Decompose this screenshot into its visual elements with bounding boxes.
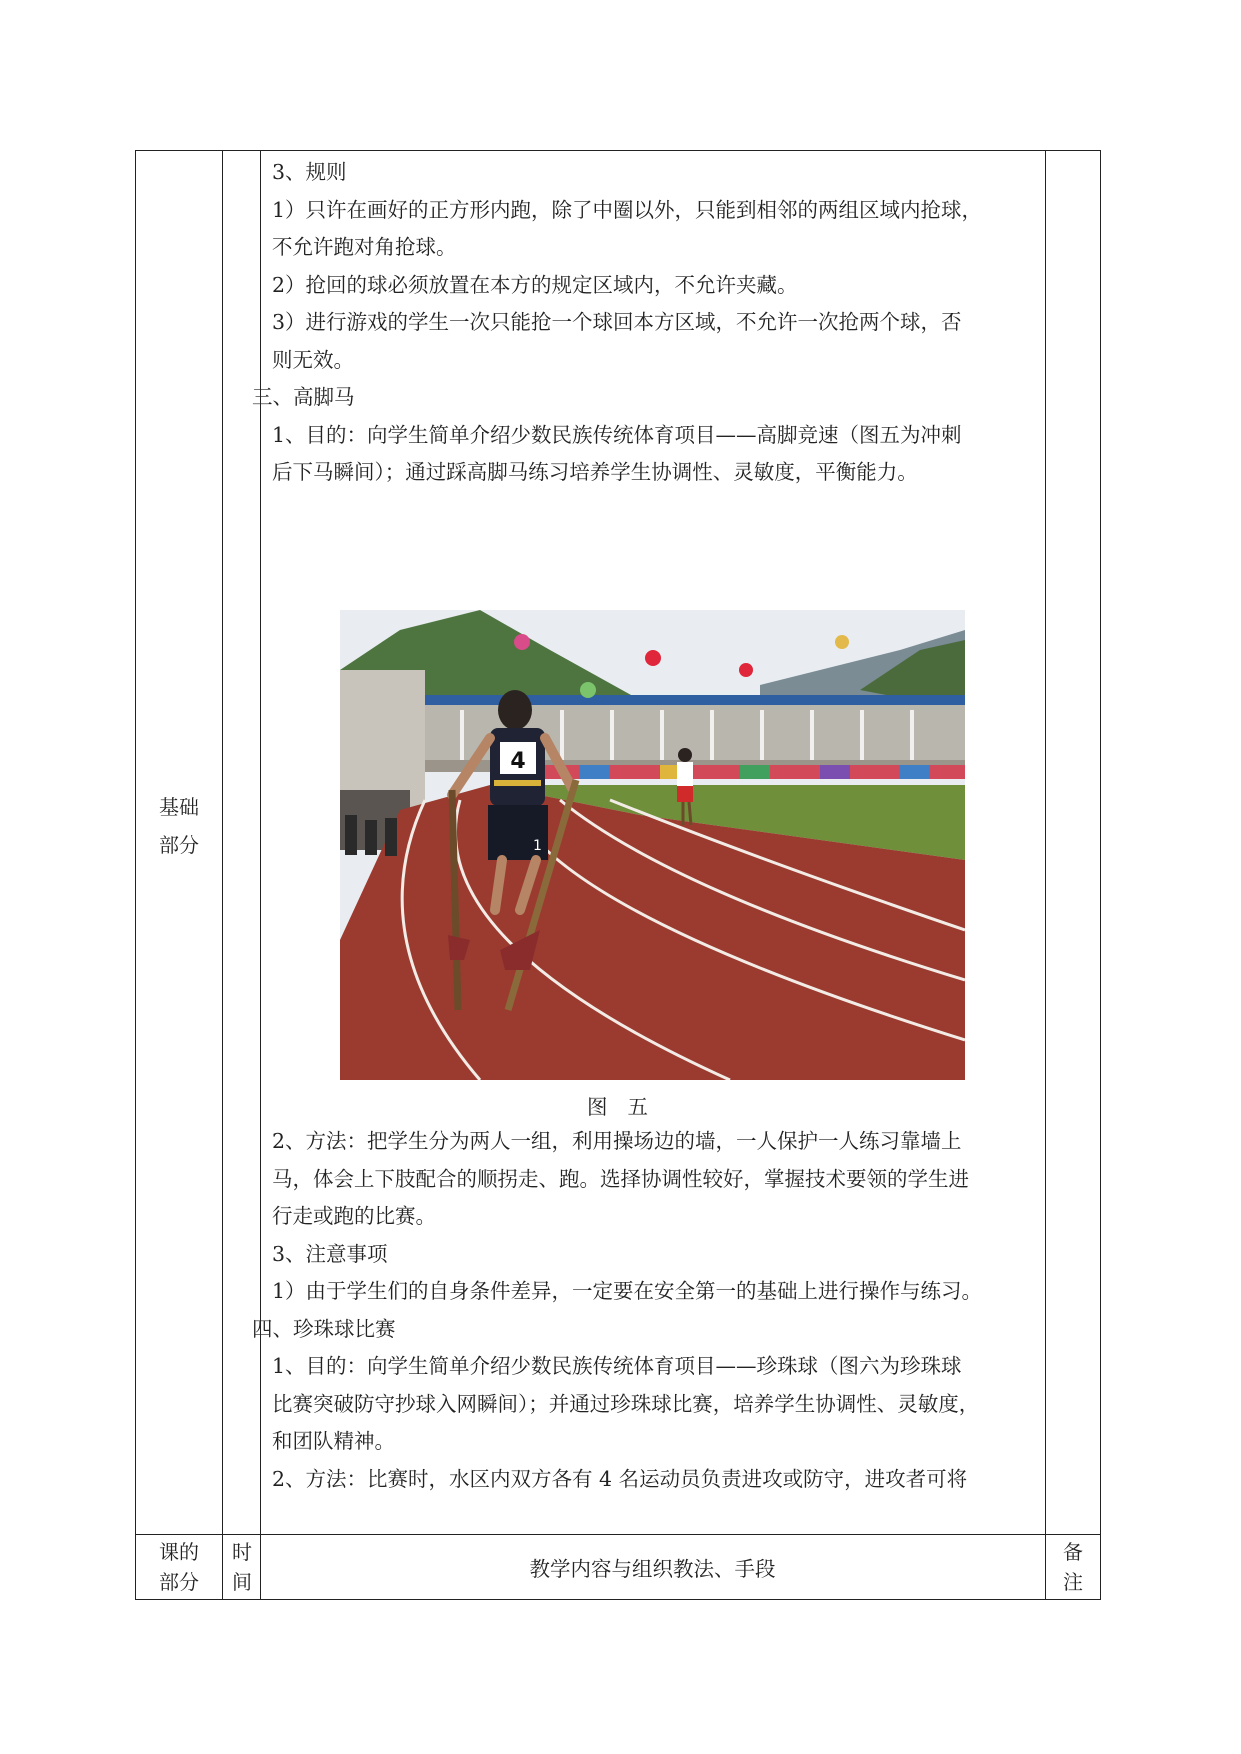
bib-number: 4 [510, 749, 526, 774]
paragraph: 不允许跑对角抢球。 [272, 235, 457, 259]
footer-remarks-line2: 注 [1063, 1570, 1083, 1594]
paragraph: 1）由于学生们的自身条件差异，一定要在安全第一的基础上进行操作与练习。 [272, 1279, 983, 1303]
footer-section-header [150, 1537, 208, 1597]
column-divider [1045, 150, 1046, 1600]
paragraph: 马，体会上下肢配合的顺拐走、跑。选择协调性较好，掌握技术要领的学生进 [272, 1166, 969, 1191]
content-cell [252, 154, 1040, 492]
paragraph: 行走或跑的比赛。 [272, 1204, 436, 1228]
footer-content-header: 教学内容与组织教法、手段 [529, 1557, 776, 1581]
paragraph: 后下马瞬间）；通过踩高脚马练习培养学生协调性、灵敏度，平衡能力。 [272, 460, 918, 484]
paragraph: 和团队精神。 [272, 1429, 395, 1453]
paragraph: 2、方法：比赛时，水区内双方各有 4 名运动员负责进攻或防守，进攻者可将 [272, 1466, 968, 1491]
section-label-line2: 部分 [159, 833, 199, 857]
paragraph: 则无效。 [272, 347, 354, 372]
column-divider [222, 150, 223, 1600]
stilt-race-photo [340, 610, 965, 1080]
paragraph: 1）只许在画好的正方形内跑，除了中圈以外，只能到相邻的两组区域内抢球， [272, 197, 983, 222]
notes-heading: 3、注意事项 [272, 1241, 388, 1266]
footer-time-header [226, 1537, 258, 1597]
paragraph: 1、目的：向学生简单介绍少数民族传统体育项目——珍珠球（图六为珍珠球 [272, 1354, 962, 1378]
section-heading-pearl-ball: 四、珍珠球比赛 [252, 1316, 396, 1341]
footer-section-line2: 部分 [159, 1570, 199, 1594]
rules-heading: 3、规则 [272, 160, 347, 184]
shorts-number: 1 [533, 838, 542, 854]
paragraph: 2、方法：把学生分为两人一组，利用操场边的墙，一人保护一人练习靠墙上 [272, 1129, 962, 1153]
footer-remarks-line1: 备 [1063, 1540, 1083, 1564]
footer-remarks-header [1052, 1537, 1094, 1597]
section-heading-stilts: 三、高脚马 [252, 385, 355, 409]
footer-section-line1: 课的 [159, 1540, 199, 1564]
section-label-line1: 基础 [159, 795, 199, 819]
paragraph: 3）进行游戏的学生一次只能抢一个球回本方区域，不允许一次抢两个球，否 [272, 310, 962, 334]
column-divider [260, 150, 261, 1600]
paragraph: 比赛突破防守抄球入网瞬间）；并通过珍珠球比赛，培养学生协调性、灵敏度， [272, 1391, 980, 1416]
row-divider [135, 1534, 1101, 1535]
section-label [150, 788, 208, 864]
figure-caption: 图五 [587, 1095, 668, 1119]
paragraph: 1、目的：向学生简单介绍少数民族传统体育项目——高脚竞速（图五为冲刺 [272, 422, 962, 447]
footer-time-line1: 时 [232, 1540, 252, 1564]
paragraph: 2）抢回的球必须放置在本方的规定区域内，不允许夹藏。 [272, 272, 798, 297]
content-cell-continued [252, 1123, 1040, 1498]
footer-time-line2: 间 [232, 1570, 252, 1594]
